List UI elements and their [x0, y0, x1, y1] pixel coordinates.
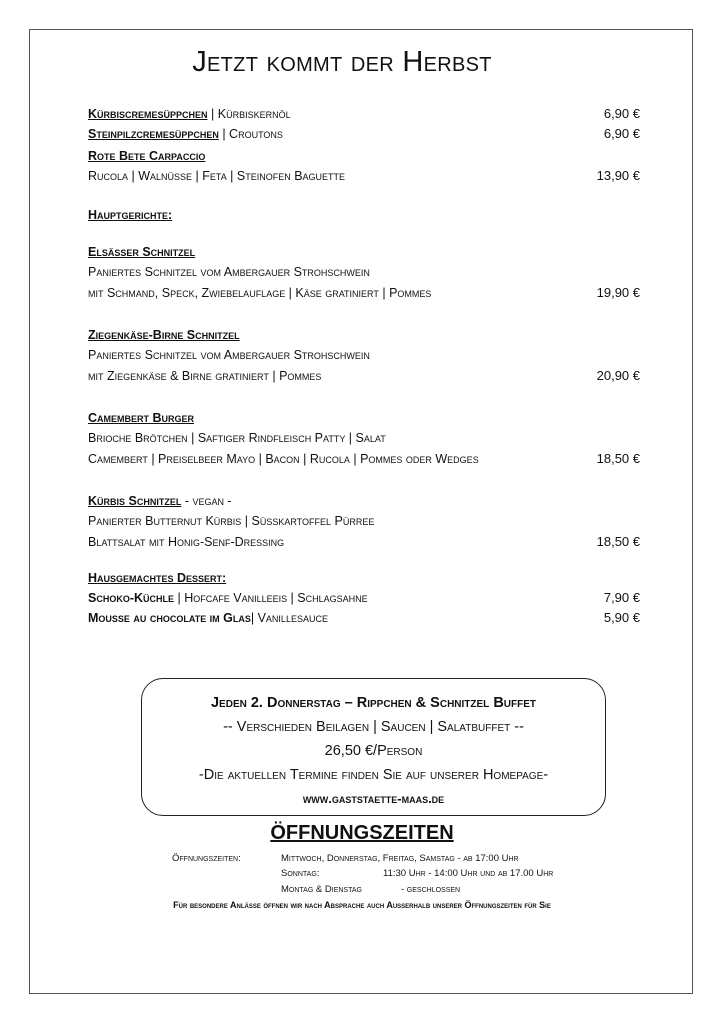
- item-description: Paniertes Schnitzel vom Ambergauer Strohschwein: [88, 265, 370, 279]
- heading-text: Hausgemachtes Dessert:: [88, 571, 227, 585]
- menu-item-detail-row: [88, 449, 640, 469]
- website-link[interactable]: www.gaststaette-maas.de: [302, 791, 445, 806]
- menu-item-detail-row: [88, 428, 640, 448]
- menu-item-name-row: [88, 408, 640, 428]
- item-description: Blattsalat mit Honig-Senf-Dressing: [88, 535, 285, 549]
- menu-item-detail-row: [88, 366, 640, 386]
- menu-item-name-row: [88, 491, 640, 511]
- menu-item: [88, 588, 640, 608]
- hours-label: Öffnungszeiten:: [172, 853, 241, 864]
- menu-item: [88, 608, 640, 628]
- item-price: 18,50 €: [596, 534, 640, 549]
- item-name: Kürbis Schnitzel: [88, 494, 182, 508]
- special-occasions-note: Für besondere Anlässe öffnen wir nach Absprache auch Außerhalb unserer Öffnungszeiten für Sie: [173, 900, 551, 910]
- buffet-price: 26,50 €/Person: [324, 743, 423, 759]
- item-price: 18,50 €: [596, 451, 640, 466]
- item-description: Brioche Brötchen | Saftiger Rindfleisch Patty | Salat: [88, 431, 386, 445]
- item-description: Paniertes Schnitzel vom Ambergauer Strohschwein: [88, 348, 370, 362]
- item-name: Schoko-Küchle: [88, 591, 175, 605]
- opening-hours-title: ÖFFNUNGSZEITEN: [270, 822, 454, 844]
- item-name: Mousse au chocolate im Glas: [88, 611, 251, 625]
- menu-title: Jetzt kommt der Herbst: [192, 46, 492, 78]
- item-description: mit Schmand, Speck, Zwiebelauflage | Käse gratiniert | Pommes: [88, 286, 432, 300]
- menu-item: [88, 104, 640, 124]
- menu-item: [88, 124, 640, 144]
- item-price: 20,90 €: [596, 368, 640, 383]
- hours-weekdays: Mittwoch, Donnerstag, Freitag, Samstag - ab 17:00 Uhr: [281, 853, 519, 864]
- item-tag: - vegan -: [181, 494, 232, 508]
- buffet-box: [141, 678, 606, 816]
- item-price: 6,90 €: [603, 106, 640, 121]
- buffet-dates-note: -Die aktuellen Termine finden Sie auf unserer Homepage-: [198, 767, 549, 783]
- menu-item-detail-row: [88, 166, 640, 186]
- menu-item-name-row: [88, 242, 640, 262]
- menu-item-detail-row: [88, 532, 640, 552]
- item-name: Rote Bete Carpaccio: [88, 149, 206, 163]
- section-heading-mains: [88, 205, 640, 225]
- item-description: | Vanillesauce: [250, 611, 328, 625]
- menu-item-detail-row: [88, 511, 640, 531]
- menu-item-detail-row: [88, 345, 640, 365]
- heading-text: Hauptgerichte:: [88, 208, 173, 222]
- menu-item-detail-row: [88, 283, 640, 303]
- item-description: | Hofcafe Vanilleeis | Schlagsahne: [174, 591, 368, 605]
- hours-closed-label: - geschlossen: [401, 884, 461, 895]
- hours-closed-days: Montag & Dienstag: [281, 884, 362, 895]
- item-name: Kürbiscremesüppchen: [88, 107, 208, 121]
- item-name: Camembert Burger: [88, 411, 195, 425]
- item-description: Rucola | Walnüsse | Feta | Steinofen Baguette: [88, 169, 346, 183]
- item-name: Ziegenkäse-Birne Schnitzel: [88, 328, 240, 342]
- item-name: Steinpilzcremesüppchen: [88, 127, 219, 141]
- menu-item-name-row: [88, 146, 640, 166]
- item-price: 7,90 €: [603, 590, 640, 605]
- item-price: 5,90 €: [603, 610, 640, 625]
- buffet-title: Jeden 2. Donnerstag – Rippchen & Schnitzel Buffet: [210, 695, 537, 711]
- item-description: Panierter Butternut Kürbis | Süßkartoffel Pürree: [88, 514, 375, 528]
- item-description: | Croutons: [218, 127, 283, 141]
- hours-sunday-label: Sonntag:: [281, 868, 320, 879]
- item-description: mit Ziegenkäse & Birne gratiniert | Pommes: [88, 369, 322, 383]
- menu-item-detail-row: [88, 262, 640, 282]
- item-price: 13,90 €: [596, 168, 640, 183]
- item-description: | Kürbiskernöl: [207, 107, 291, 121]
- menu-item-name-row: [88, 325, 640, 345]
- item-name: Elsässer Schnitzel: [88, 245, 196, 259]
- item-price: 6,90 €: [603, 126, 640, 141]
- section-heading-dessert: [88, 568, 640, 588]
- buffet-sides: -- Verschieden Beilagen | Saucen | Salatbuffet --: [223, 719, 524, 735]
- item-price: 19,90 €: [596, 285, 640, 300]
- item-description: Camembert | Preiselbeer Mayo | Bacon | Rucola | Pommes oder Wedges: [88, 452, 479, 466]
- hours-sunday-times: 11:30 Uhr - 14:00 Uhr und ab 17.00 Uhr: [383, 868, 554, 879]
